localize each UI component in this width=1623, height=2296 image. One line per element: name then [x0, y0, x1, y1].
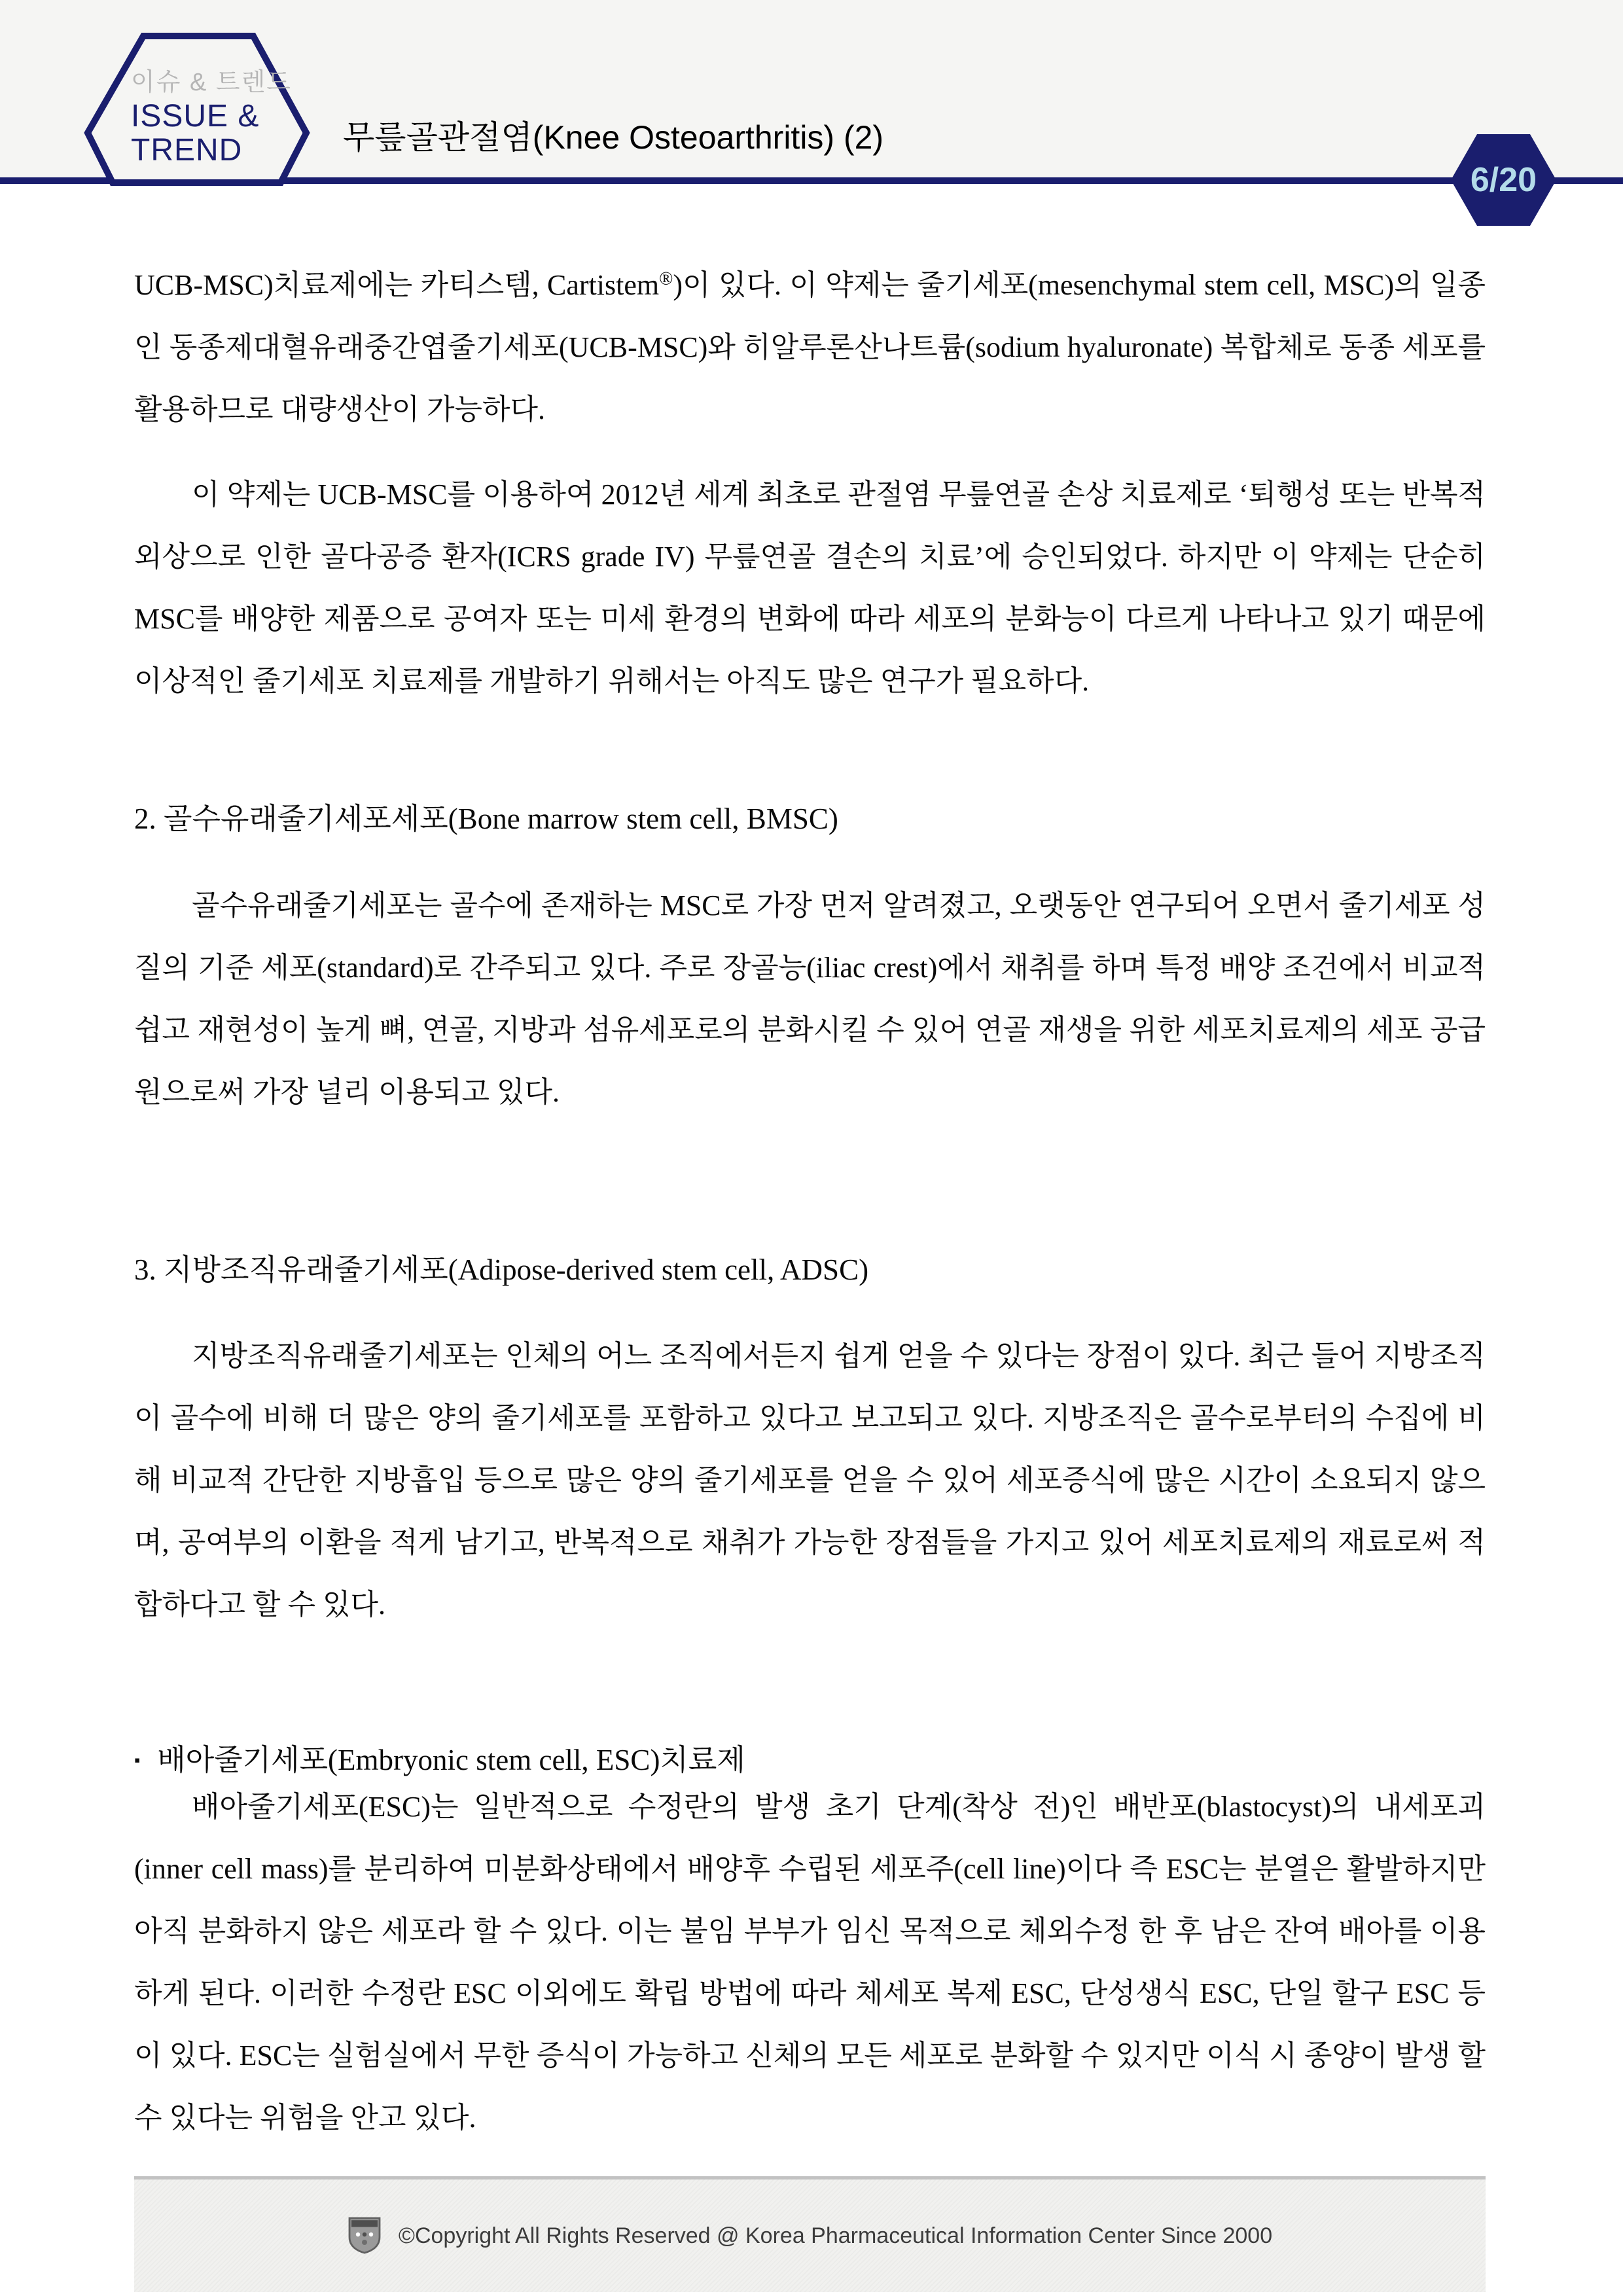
page-title: 무릎골관절염(Knee Osteoarthritis) (2) [343, 119, 884, 156]
paragraph-ucb-msc [134, 254, 1486, 440]
paragraph-adsc: 지방조직유래줄기세포는 인체의 어느 조직에서든지 쉽게 얻을 수 있다는 장점이 있다. 최근 들어 지방조직이 골수에 비해 더 많은 양의 줄기세포를 포함하고 있다고 보고되고 있다. 지방조직은 골수로부터의 수집에 비해 비교적 간단한 지방흡입 등으로 많은 양의 줄기세포를 얻을 수 있어 세포증식에 많은 시간이 소요되지 않으며, 공여부의 이환을 적게 남기고, 반복적으로 채취가 가능한 장점들을 가지고 있어 세포치료제의 재료로써 적합하다고 할 수 있다. [134, 1340, 1486, 1621]
bullet-square-icon: ▪ [134, 1751, 141, 1770]
page-number-badge [1451, 133, 1556, 227]
paragraph-cartistem-approval: 이 약제는 UCB-MSC를 이용하여 2012년 세계 최초로 관절염 무릎연골 손상 치료제로 ‘퇴행성 또는 반복적 외상으로 인한 골다공증 환자(ICRS grade IV) 무릎연골 결손의 치료’에 승인되었다. 하지만 이 약제는 단순히 MSC를 배양한 제품으로 공여자 또는 미세 환경의 변화에 따라 세포의 분화능이 다르게 나타나고 있기 때문에 이상적인 줄기세포 치료제를 개발하기 위해서는 아직도 많은 연구가 필요하다. [134, 478, 1486, 697]
logo-text [131, 65, 292, 168]
copyright-text: ©Copyright All Rights Reserved @ Korea Pharmaceutical Information Center Since 2000 [398, 2223, 1273, 2248]
logo-english-label-line1: ISSUE & [131, 99, 260, 134]
logo-english-label-line2: TREND [131, 133, 243, 168]
section-heading-esc-label: 배아줄기세포(Embryonic stem cell, ESC)치료제 [157, 1744, 745, 1776]
section-heading-bmsc: 2. 골수유래줄기세포세포(Bone marrow stem cell, BMSC) [134, 802, 838, 835]
paragraph-bmsc: 골수유래줄기세포는 골수에 존재하는 MSC로 가장 먼저 알려졌고, 오랫동안 연구되어 오면서 줄기세포 성질의 기준 세포(standard)로 간주되고 있다. 주로 장골능(iliac crest)에서 채취를 하며 특정 배양 조건에서 비교적 쉽고 재현성이 높게 뼈, 연골, 지방과 섬유세포로의 분화시킬 수 있어 연골 재생을 위한 세포치료제의 세포 공급원으로써 가장 널리 이용되고 있다. [134, 889, 1486, 1108]
section-heading-adsc: 3. 지방조직유래줄기세포(Adipose-derived stem cell, ADSC) [134, 1253, 869, 1286]
registered-trademark-symbol: ® [659, 268, 673, 289]
paragraph-text: UCB-MSC)치료제에는 카티스템, Cartistem [134, 269, 660, 301]
paragraph-esc: 배아줄기세포(ESC)는 일반적으로 수정란의 발생 초기 단계(착상 전)인 배반포(blastocyst)의 내세포괴 (inner cell mass)를 분리하여 미분화상태에서 배양후 수립된 세포주(cell line)이다 즉 ESC는 분열은 활발하지만 아직 분화하지 않은 세포라 할 수 있다. 이는 불임 부부가 임신 목적으로 체외수정 한 후 남은 잔여 배아를 이용하게 된다. 이러한 수정란 ESC 이외에도 확립 방법에 따라 체세포 복제 ESC, 단성생식 ESC, 단일 할구 ESC 등이 있다. ESC는 실험실에서 무한 증식이 가능하고 신체의 모든 세포로 분화할 수 있지만 이식 시 종양이 발생 할 수 있다는 위험을 안고 있다. [134, 1791, 1486, 2134]
paragraph-text: )이 있다. 이 약제는 줄기세포(mesenchymal stem cell, MSC)의 일종인 동종제대혈유래중간엽줄기세포(UCB-MSC)와 히알루론산나트륨(sodium hyaluronate) 복합체로 동종 세포를 활용하므로 대량생산이 가능하다. [134, 269, 1486, 425]
page-number-text: 6/20 [1470, 161, 1537, 199]
page-footer [134, 2176, 1486, 2292]
page-header [0, 0, 1623, 184]
kpic-shield-icon [348, 2217, 382, 2255]
logo-korean-label: 이슈 & 트렌드 [131, 69, 293, 96]
